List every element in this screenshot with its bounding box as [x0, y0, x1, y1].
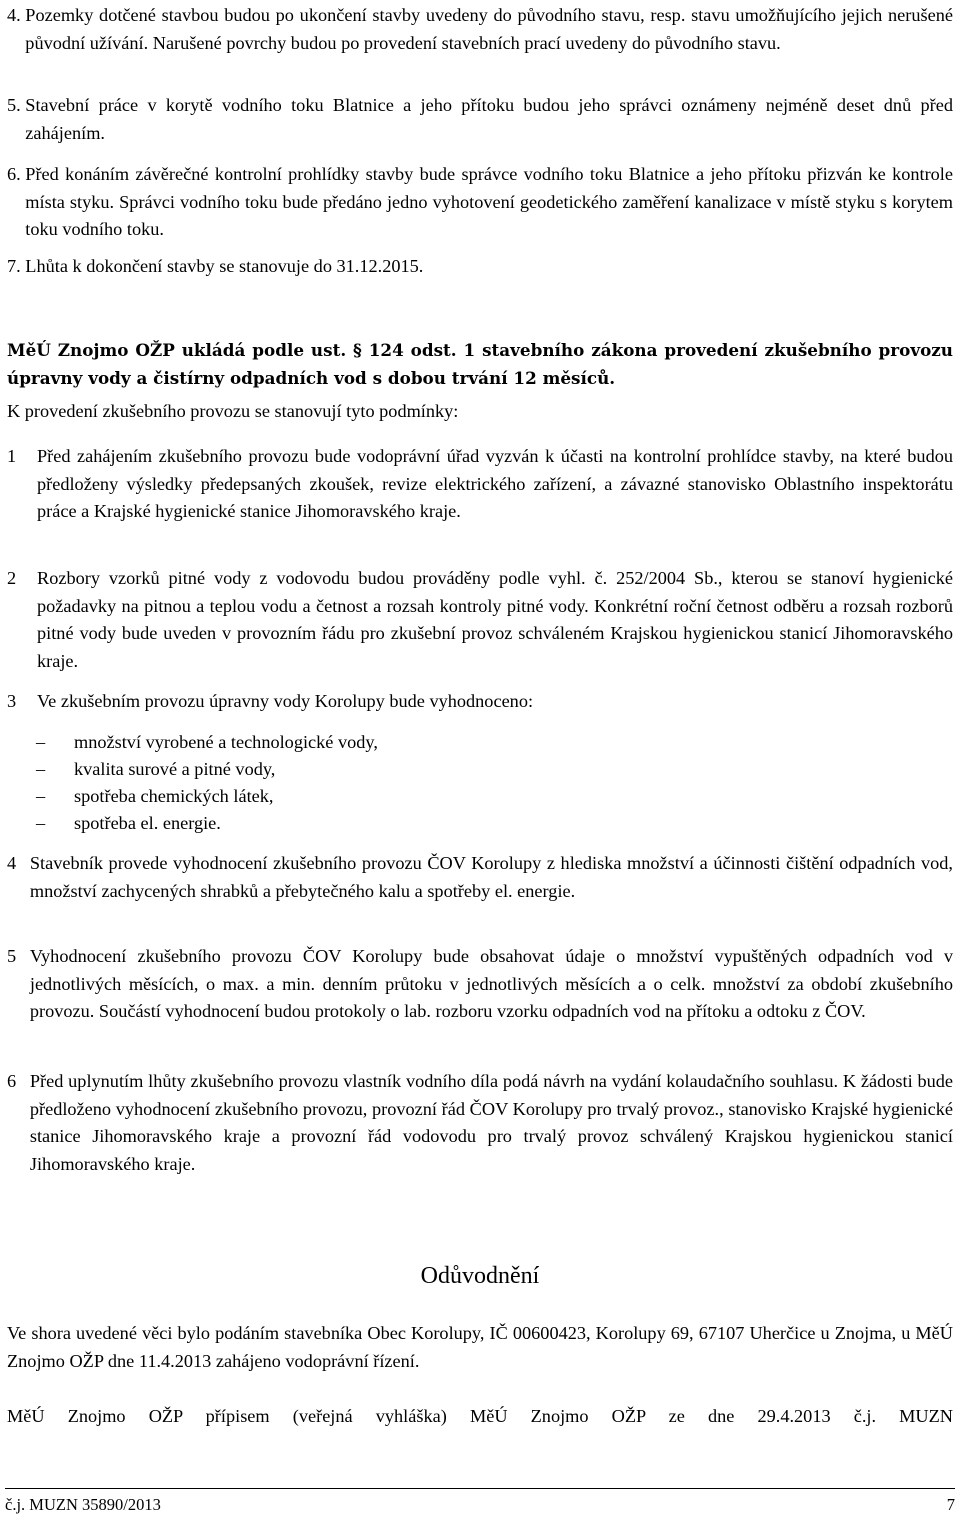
condition-text: Rozbory vzorků pitné vody z vodovodu budou prováděny podle vyhl. č. 252/2004 Sb., kterou se stanoví hygienické požadavky na pitnou a teplou vodu a četnost a rozsah kontroly pitné vody. Konkrétní roční četnost odběru a rozsah rozborů pitné vody bude uveden v provozním řádu pro zkušební provoz schváleném Krajskou hygienickou stanicí Jihomoravského kraje.	[37, 568, 953, 671]
condition-number: 3	[7, 691, 17, 711]
condition-number: 5	[7, 946, 17, 966]
dash-item-3	[36, 783, 274, 811]
condition-text: Stavebník provede vyhodnocení zkušebního provozu ČOV Korolupy z hlediska množství a účinnosti čištění odpadních vod, množství zachycených shrabků a přebytečného kalu a spotřeby el. energie.	[29, 853, 953, 901]
point-number: 6.	[7, 164, 21, 184]
page-number: 7	[946, 1495, 955, 1514]
dash-bullet: –	[36, 786, 46, 806]
condition-2	[7, 565, 953, 675]
reasoning-paragraph-2: MěÚ Znojmo OŽP přípisem (veřejná vyhláška) MěÚ Znojmo OŽP ze dne 29.4.2013 č.j. MUZN	[7, 1406, 953, 1426]
dash-item-text: spotřeba chemických látek,	[74, 786, 274, 806]
condition-6	[7, 1068, 953, 1178]
point-5	[7, 92, 953, 147]
point-6	[7, 161, 953, 244]
condition-number: 1	[7, 446, 17, 466]
point-4	[7, 2, 953, 57]
point-number: 4.	[7, 5, 21, 25]
condition-text: Ve zkušebním provozu úpravny vody Korolupy bude vyhodnoceno:	[37, 691, 534, 711]
dash-item-text: množství vyrobené a technologické vody,	[74, 732, 378, 752]
footer-reference: č.j. MUZN 35890/2013	[5, 1495, 161, 1514]
dash-bullet: –	[36, 813, 46, 833]
dash-bullet: –	[36, 732, 46, 752]
point-number: 7.	[7, 256, 21, 276]
decision-text: MěÚ Znojmo OŽP ukládá podle ust. § 124 odst. 1 stavebního zákona provedení zkušebního provozu úpravny vody a čistírny odpadních vod s dobou trvání 12 měsíců.	[7, 340, 953, 388]
point-number: 5.	[7, 95, 21, 115]
condition-text: Vyhodnocení zkušebního provozu ČOV Korolupy bude obsahovat údaje o množství vypuštěných odpadních vod v jednotlivých měsících, o max. a min. denním průtoku v jednotlivých měsících a o celk. množství za období zkušebního provozu. Součástí vyhodnocení budou protokoly o lab. rozboru vzorku odpadních vod na přítoku a odtoku z ČOV.	[29, 946, 953, 1021]
dash-bullet: –	[36, 759, 46, 779]
point-text: Lhůta k dokončení stavby se stanovuje do 31.12.2015.	[25, 256, 424, 276]
dash-item-text: kvalita surové a pitné vody,	[74, 759, 276, 779]
condition-5	[7, 943, 953, 1026]
point-text: Před konáním závěrečné kontrolní prohlídky stavby bude správce vodního toku Blatnice a jeho přítoku přizván ke kontrole místa styku. Správci vodního toku bude předáno jedno vyhotovení geodetického zaměření kanalizace v místě styku s korytem toku vodního toku.	[25, 164, 953, 239]
condition-number: 4	[7, 853, 17, 873]
condition-3	[7, 688, 953, 716]
point-7	[7, 253, 953, 281]
point-text: Stavební práce v korytě vodního toku Blatnice a jeho přítoku budou jeho správci oznámeny nejméně deset dnů před zahájením.	[25, 95, 953, 143]
dash-item-4	[36, 810, 221, 838]
condition-4	[7, 850, 953, 905]
condition-text: Před zahájením zkušebního provozu bude vodoprávní úřad vyzván k účasti na kontrolní prohlídce stavby, na které budou předloženy výsledky předepsaných zkoušek, revize elektrického zařízení, a závazné stanovisko Oblastního inspektorátu práce a Krajské hygienické stanice Jihomoravského kraje.	[37, 446, 953, 521]
dash-item-1	[36, 729, 378, 757]
point-text: Pozemky dotčené stavbou budou po ukončení stavby uvedeny do původního stavu, resp. stavu umožňujícího jejich nerušené původní užívání. Narušené povrchy budou po provedení stavebních prací uvedeny do původního stavu.	[25, 5, 953, 53]
dash-item-2	[36, 756, 275, 784]
reasoning-paragraph-1: Ve shora uvedené věci bylo podáním stavebníka Obec Korolupy, IČ 00600423, Korolupy 69, 67107 Uherčice u Znojma, u MěÚ Znojmo OŽP dne 11.4.2013 zahájeno vodoprávní řízení.	[7, 1323, 953, 1371]
conditions-intro: K provedení zkušebního provozu se stanovují tyto podmínky:	[7, 401, 459, 421]
condition-text: Před uplynutím lhůty zkušebního provozu vlastník vodního díla podá návrh na vydání kolaudačního souhlasu. K žádosti bude předloženo vyhodnocení zkušebního provozu, provozní řád ČOV Korolupy pro trvalý provoz., stanovisko Krajské hygienické stanice Jihomoravského kraje a provozní řád vodovodu pro trvalý provoz schválený Krajskou hygienickou stanicí Jihomoravského kraje.	[29, 1071, 953, 1174]
condition-1	[7, 443, 953, 526]
condition-number: 2	[7, 568, 17, 588]
section-heading: Odůvodnění	[420, 1263, 540, 1289]
dash-item-text: spotřeba el. energie.	[74, 813, 221, 833]
condition-number: 6	[7, 1071, 17, 1091]
page-footer	[5, 1488, 955, 1515]
